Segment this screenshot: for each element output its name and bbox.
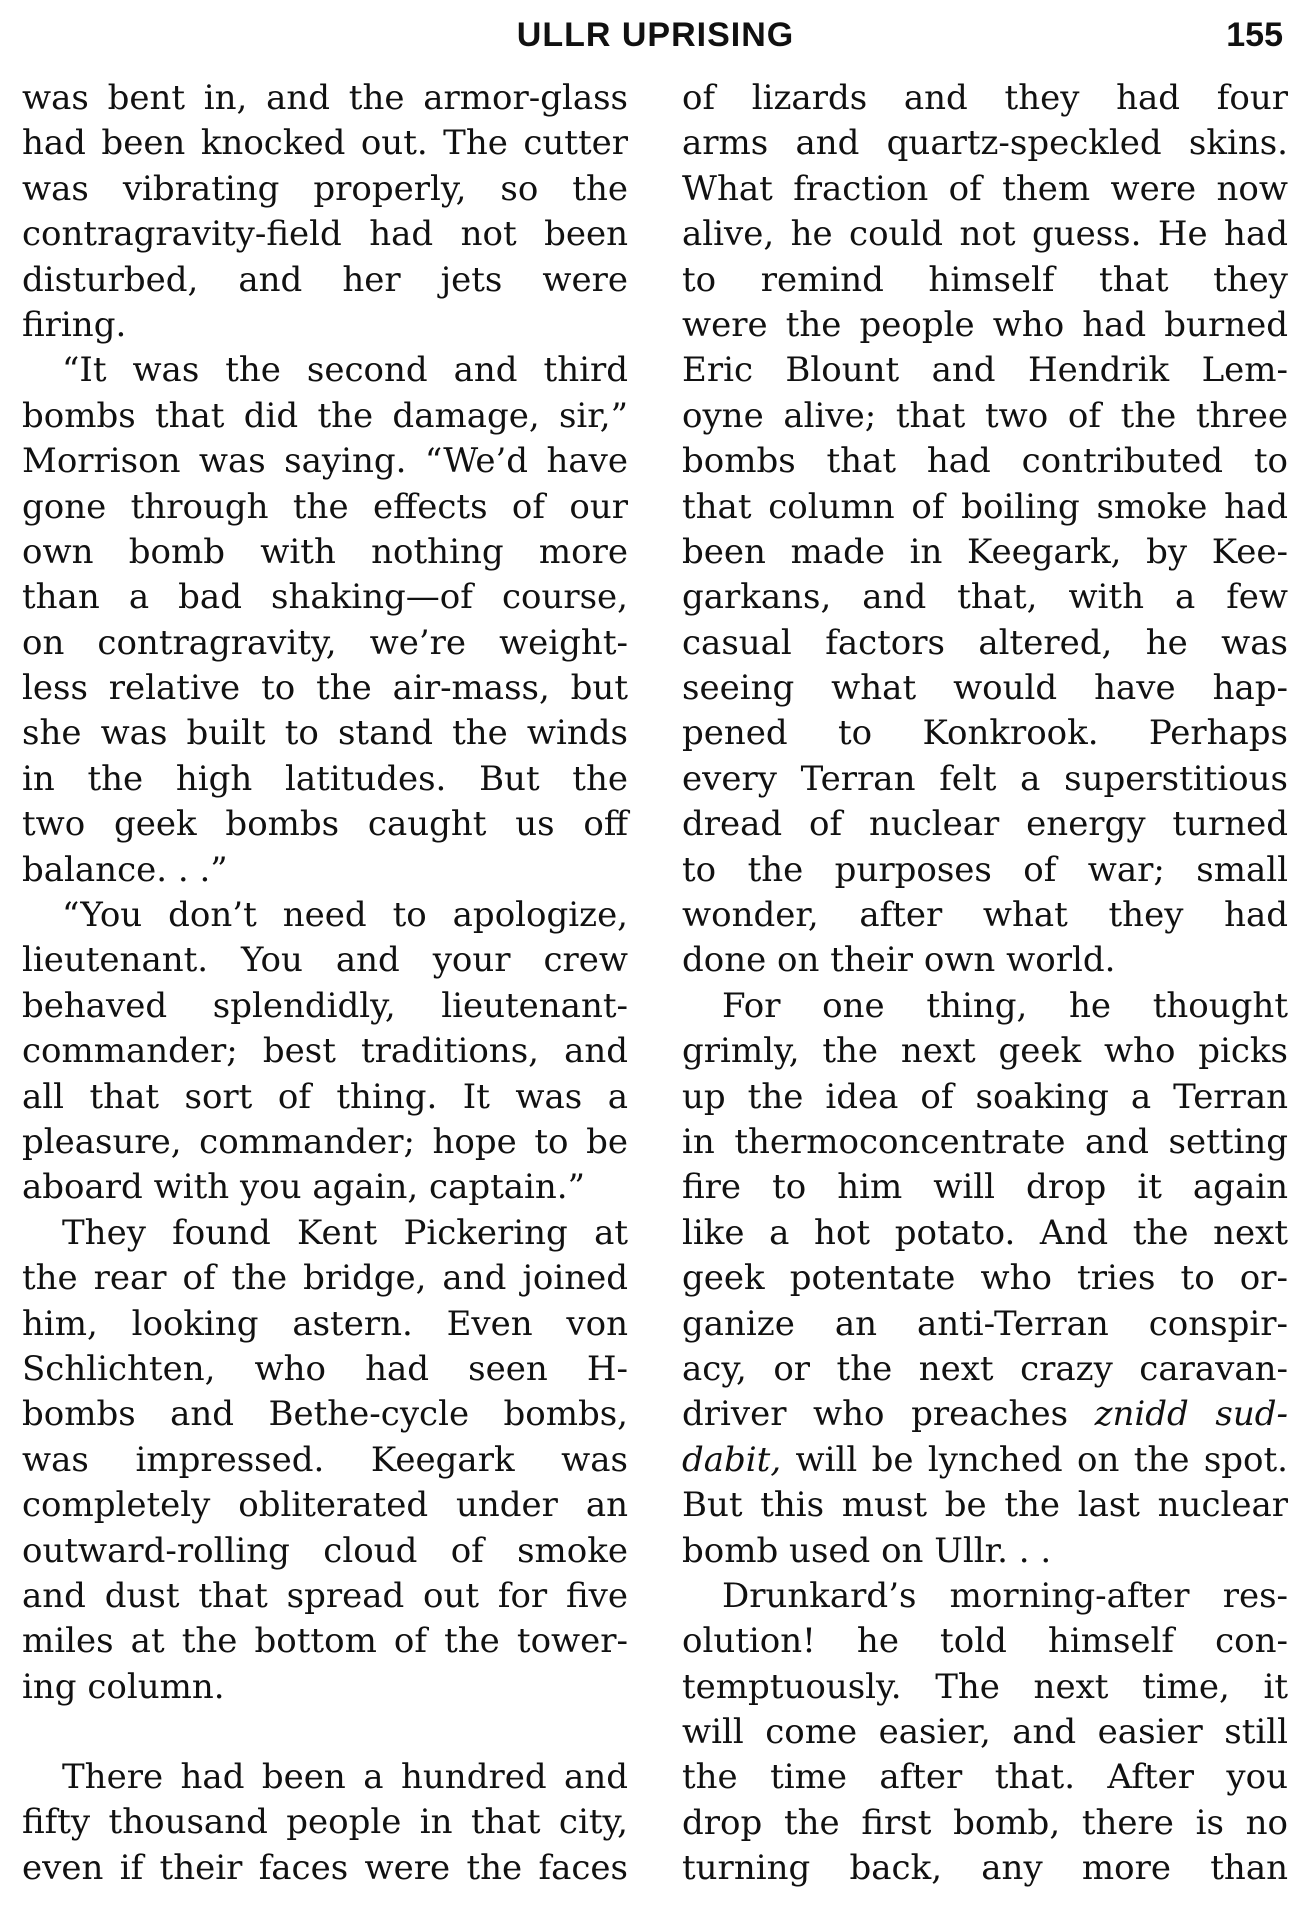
- line-text: But this must be the last nuclear: [682, 1485, 1288, 1526]
- line-text: bomb used on Ullr. . .: [682, 1530, 1052, 1571]
- line-text: up the idea of soaking a Terran: [682, 1076, 1288, 1117]
- right-column-line: [682, 1256, 1288, 1301]
- line-text: dread of nuclear energy turned: [682, 804, 1288, 845]
- line-text: was vibrating properly, so the: [22, 168, 628, 209]
- right-column-line: [682, 1846, 1288, 1891]
- line-text: ganize an anti-Terran conspir-: [682, 1303, 1288, 1344]
- left-column-line: [22, 439, 628, 484]
- line-text: disturbed, and her jets were: [22, 259, 628, 300]
- right-column-line: [682, 1483, 1288, 1528]
- left-column-line: [22, 666, 628, 711]
- left-column-line: [22, 167, 628, 212]
- line-text: For one thing, he thought: [722, 985, 1288, 1026]
- line-text: even if their faces were the faces: [22, 1847, 628, 1888]
- line-text: acy, or the next crazy caravan-: [682, 1348, 1288, 1389]
- line-text: all that sort of thing. It was a: [22, 1076, 628, 1117]
- line-text: alive, he could not guess. He had: [682, 214, 1288, 255]
- left-column-line: [22, 1256, 628, 1301]
- line-text: “You don’t need to apologize,: [62, 895, 628, 936]
- line-text: turning back, any more than: [682, 1848, 1288, 1889]
- line-text: firing.: [22, 304, 127, 345]
- line-text: arms and quartz-speckled skins.: [682, 123, 1288, 164]
- left-column-line: [22, 121, 628, 166]
- line-text: drop the first bomb, there is no: [682, 1802, 1288, 1843]
- line-text: that column of boiling smoke had: [682, 486, 1288, 527]
- line-text: fifty thousand people in that city,: [22, 1802, 628, 1843]
- line-text: outward-rolling cloud of smoke: [22, 1530, 628, 1571]
- left-column-line: [22, 938, 628, 983]
- page-header: [0, 8, 1311, 58]
- right-column-line: [682, 212, 1288, 257]
- line-text: driver who preaches: [682, 1394, 1095, 1435]
- right-column-line: [682, 485, 1288, 530]
- right-column-line: [682, 1211, 1288, 1256]
- line-text: ing column.: [22, 1666, 225, 1707]
- right-column-line: [682, 984, 1288, 1029]
- line-text: aboard with you again, captain.”: [22, 1167, 585, 1208]
- left-column-line: [22, 1438, 628, 1483]
- right-column-line: [682, 1347, 1288, 1392]
- left-column-line: [22, 485, 628, 530]
- line-text: own bomb with nothing more: [22, 531, 628, 572]
- left-column-line: [22, 1211, 628, 1256]
- right-column-line: [682, 1574, 1288, 1619]
- left-column-line: [22, 394, 628, 439]
- left-column-line: [22, 1165, 628, 1210]
- right-column-line: [682, 893, 1288, 938]
- right-column-line: [682, 1165, 1288, 1210]
- right-text-column: [682, 76, 1288, 1892]
- left-column-line: [22, 1392, 628, 1437]
- line-text: were the people who had burned: [682, 304, 1288, 345]
- right-column-line: [682, 1120, 1288, 1165]
- line-text: was impressed. Keegark was: [22, 1439, 628, 1480]
- left-column-line: [22, 1120, 628, 1165]
- right-column-line: [682, 258, 1288, 303]
- line-text: What fraction of them were now: [682, 168, 1288, 209]
- right-column-line: [682, 1392, 1288, 1437]
- right-column-line: [682, 848, 1288, 893]
- line-text: and dust that spread out for five: [22, 1575, 628, 1616]
- line-text: pleasure, commander; hope to be: [22, 1121, 628, 1162]
- line-text: every Terran felt a superstitious: [682, 758, 1288, 799]
- left-column-line: [22, 1483, 628, 1528]
- left-column-line: [22, 1619, 628, 1664]
- line-text: bombs that did the damage, sir,”: [22, 395, 628, 436]
- italic-text: znidd sud-: [1094, 1394, 1288, 1435]
- right-column-line: [682, 1438, 1288, 1483]
- line-text: bombs and Bethe-cycle bombs,: [22, 1394, 628, 1435]
- left-column-line: [22, 303, 628, 348]
- right-column-line: [682, 621, 1288, 666]
- running-title: ULLR UPRISING: [516, 16, 795, 54]
- line-text: the time after that. After you: [682, 1757, 1288, 1798]
- line-text: Schlichten, who had seen H-: [22, 1348, 628, 1389]
- right-column-line: [682, 1302, 1288, 1347]
- left-column-line: [22, 1755, 628, 1800]
- line-text: the rear of the bridge, and joined: [22, 1258, 628, 1299]
- line-text: less relative to the air-mass, but: [22, 668, 628, 709]
- left-column-line: [22, 1665, 628, 1710]
- left-column-line: [22, 711, 628, 756]
- line-text: casual factors altered, he was: [682, 622, 1288, 663]
- right-column-line: [682, 394, 1288, 439]
- right-column-line: [682, 1619, 1288, 1664]
- line-text: temptuously. The next time, it: [682, 1666, 1288, 1707]
- right-column-line: [682, 711, 1288, 756]
- left-column-line: [22, 258, 628, 303]
- line-text: “It was the second and third: [62, 350, 628, 391]
- line-text: seeing what would have hap-: [682, 668, 1288, 709]
- line-text: will be lynched on the spot.: [781, 1439, 1288, 1480]
- line-text: contragravity-field had not been: [22, 214, 628, 255]
- line-text: been made in Keegark, by Kee-: [682, 531, 1288, 572]
- left-column-line: [22, 802, 628, 847]
- line-text: two geek bombs caught us off: [22, 804, 628, 845]
- line-text: fire to him will drop it again: [682, 1167, 1288, 1208]
- right-column-line: [682, 167, 1288, 212]
- line-text: gone through the effects of our: [22, 486, 628, 527]
- right-column-line: [682, 1075, 1288, 1120]
- line-text: in the high latitudes. But the: [22, 758, 628, 799]
- line-text: geek potentate who tries to or-: [682, 1258, 1288, 1299]
- line-text: balance. . .”: [22, 849, 228, 890]
- line-text: him, looking astern. Even von: [22, 1303, 628, 1344]
- line-text: lieutenant. You and your crew: [22, 940, 628, 981]
- left-text-column: [22, 76, 628, 1891]
- left-column-line: [22, 1029, 628, 1074]
- right-column-line: [682, 1665, 1288, 1710]
- line-text: was bent in, and the armor-glass: [22, 78, 628, 118]
- left-column-line: [22, 621, 628, 666]
- right-column-line: [682, 1529, 1288, 1574]
- line-text: There had been a hundred and: [62, 1757, 628, 1798]
- left-column-line: [22, 757, 628, 802]
- line-text: done on their own world.: [682, 940, 1116, 981]
- line-text: oyne alive; that two of the three: [682, 395, 1288, 436]
- left-column-line: [22, 212, 628, 257]
- right-column-line: [682, 938, 1288, 983]
- line-text: she was built to stand the winds: [22, 713, 628, 754]
- left-column-line: [22, 893, 628, 938]
- left-column-line: [22, 1529, 628, 1574]
- left-column-line: [22, 1075, 628, 1120]
- italic-text: dabit,: [682, 1439, 782, 1480]
- right-column-line: [682, 1710, 1288, 1755]
- right-column-line: [682, 1801, 1288, 1846]
- line-text: wonder, after what they had: [682, 895, 1288, 936]
- right-column-line: [682, 76, 1288, 121]
- line-text: on contragravity, we’re weight-: [22, 622, 628, 663]
- line-text: to the purposes of war; small: [682, 849, 1288, 890]
- line-text: olution! he told himself con-: [682, 1621, 1288, 1662]
- line-text: to remind himself that they: [682, 259, 1288, 300]
- line-text: They found Kent Pickering at: [62, 1212, 628, 1253]
- line-text: like a hot potato. And the next: [682, 1212, 1288, 1253]
- right-column-line: [682, 121, 1288, 166]
- left-column-line: [22, 575, 628, 620]
- line-text: of lizards and they had four: [682, 78, 1288, 118]
- left-column-line: [22, 76, 628, 121]
- left-column-line: [22, 1302, 628, 1347]
- line-text: in thermoconcentrate and setting: [682, 1121, 1288, 1162]
- right-column-line: [682, 439, 1288, 484]
- left-column-line: [22, 1347, 628, 1392]
- left-column-line: [22, 1846, 628, 1891]
- left-column-line: [22, 348, 628, 393]
- line-text: Eric Blount and Hendrik Lem-: [682, 350, 1288, 391]
- line-text: than a bad shaking—of course,: [22, 577, 628, 618]
- right-column-line: [682, 348, 1288, 393]
- right-column-line: [682, 303, 1288, 348]
- line-text: will come easier, and easier still: [682, 1712, 1288, 1753]
- left-column-line: [22, 1574, 628, 1619]
- left-column-line: [22, 848, 628, 893]
- right-column-line: [682, 666, 1288, 711]
- right-column-line: [682, 802, 1288, 847]
- line-text: bombs that had contributed to: [682, 441, 1288, 482]
- left-column-line: [22, 984, 628, 1029]
- line-text: miles at the bottom of the tower-: [22, 1621, 628, 1662]
- line-text: pened to Konkrook. Perhaps: [682, 713, 1288, 754]
- line-text: commander; best traditions, and: [22, 1031, 628, 1072]
- line-text: had been knocked out. The cutter: [22, 123, 628, 164]
- line-text: behaved splendidly, lieutenant-: [22, 985, 628, 1026]
- line-text: garkans, and that, with a few: [682, 577, 1288, 618]
- right-column-line: [682, 1029, 1288, 1074]
- line-text: grimly, the next geek who picks: [682, 1031, 1288, 1072]
- page-number: 155: [1226, 16, 1283, 54]
- right-column-line: [682, 757, 1288, 802]
- line-text: completely obliterated under an: [22, 1485, 628, 1526]
- line-text: Morrison was saying. “We’d have: [22, 441, 628, 482]
- right-column-line: [682, 1755, 1288, 1800]
- right-column-line: [682, 530, 1288, 575]
- left-column-line: [22, 530, 628, 575]
- line-text: Drunkard’s morning-after res-: [722, 1575, 1288, 1616]
- left-column-line: [22, 1800, 628, 1845]
- right-column-line: [682, 575, 1288, 620]
